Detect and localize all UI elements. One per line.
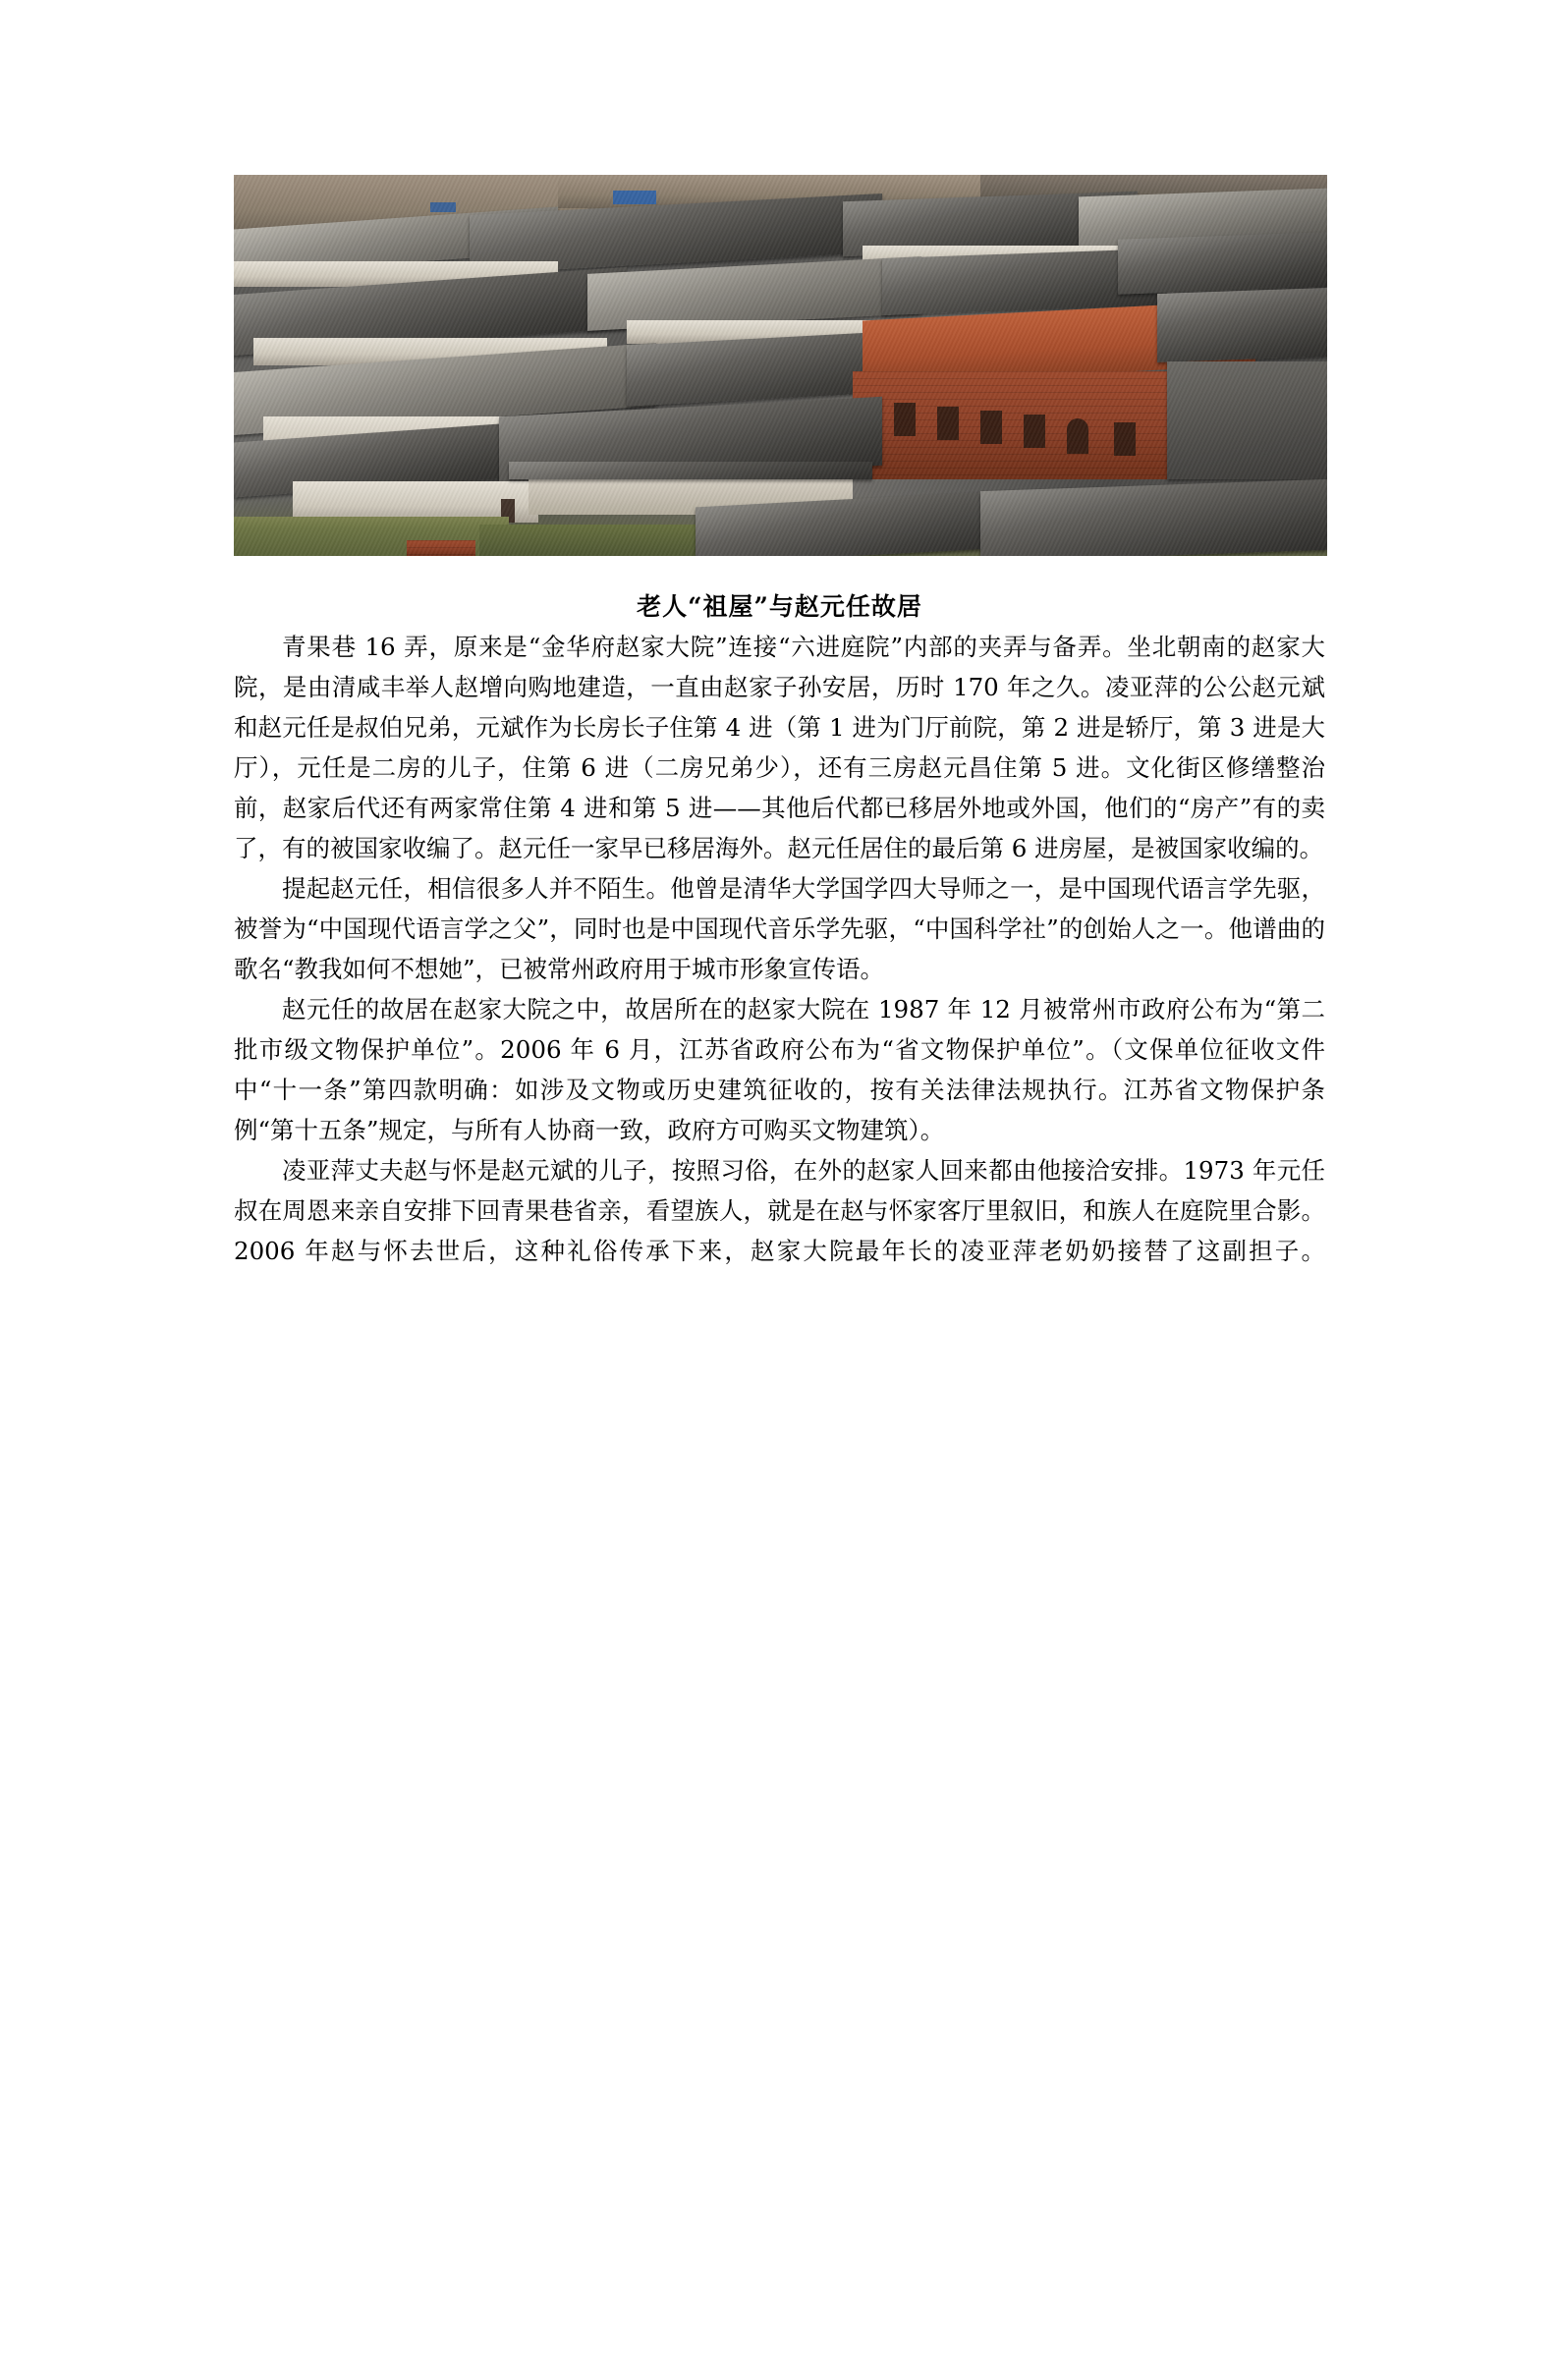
paragraph-3: 赵元任的故居在赵家大院之中，故居所在的赵家大院在 1987 年 12 月被常州市政府公布为“第二批市级文物保护单位”。2006 年 6 月，江苏省政府公布为“省文物保护单位”。（文保单位征收文件中“十一条”第四款明确：如涉及文物或历史建筑征收的，按有关法律法规执行。江苏省文物保护条例“第十五条”规定，与所有人协商一致，政府方可购买文物建筑）。 xyxy=(234,995,1325,1144)
paragraph-1: 青果巷 16 弄，原来是“金华府赵家大院”连接“六进庭院”内部的夹弄与备弄。坐北朝南的赵家大院，是由清咸丰举人赵增向购地建造，一直由赵家子孙安居，历时 170 年之久。凌亚萍的公公赵元斌和赵元任是叔伯兄弟，元斌作为长房长子住第 4 进（第 1 进为门厅前院，第 2 进是轿厅，第 3 进是大厅），元任是二房的儿子，住第 6 进（二房兄弟少），还有三房赵元昌住第 5 进。文化街区修缮整治前，赵家后代还有两家常住第 4 进和第 5 进——其他后代都已移居外地或外国，他们的“房产”有的卖了，有的被国家收编了。赵元任一家早已移居海外。赵元任居住的最后第 6 进房屋，是被国家收编的。 xyxy=(234,633,1325,862)
photo-roof xyxy=(1118,232,1327,294)
paragraph-4: 凌亚萍丈夫赵与怀是赵元斌的儿子，按照习俗，在外的赵家人回来都由他接洽安排。1973 年元任叔在周恩来亲自安排下回青果巷省亲，看望族人，就是在赵与怀家客厅里叙旧，和族人在庭院里合影。2006 年赵与怀去世后，这种礼俗传承下来，赵家大院最年长的凌亚萍老奶奶接替了这副担子。 xyxy=(234,1156,1325,1265)
paragraph-2: 提起赵元任，相信很多人并不陌生。他曾是清华大学国学四大导师之一，是中国现代语言学先驱，被誉为“中国现代语言学之父”，同时也是中国现代音乐学先驱，“中国科学社”的创始人之一。他谱曲的歌名“教我如何不想她”，已被常州政府用于城市形象宣传语。 xyxy=(234,874,1325,983)
photo-window xyxy=(937,407,959,440)
photo-roof xyxy=(509,462,872,479)
document-page xyxy=(0,175,1559,2380)
photo-roof xyxy=(1167,361,1327,479)
photo-tarp xyxy=(613,191,656,204)
page-title: 老人“祖屋”与赵元任故居 xyxy=(637,592,922,621)
photo-window xyxy=(1024,415,1045,448)
photo-door xyxy=(1067,418,1088,454)
article-photo xyxy=(234,175,1327,556)
photo-roof xyxy=(980,479,1327,556)
photo-window xyxy=(894,403,916,436)
photo-brick-wall xyxy=(407,540,475,556)
photo-tarp xyxy=(430,202,456,212)
photo-window xyxy=(1114,422,1136,456)
photo-roof xyxy=(1157,288,1327,362)
photo-window xyxy=(980,411,1002,444)
aerial-photo-zhao-family-compound xyxy=(234,175,1327,556)
